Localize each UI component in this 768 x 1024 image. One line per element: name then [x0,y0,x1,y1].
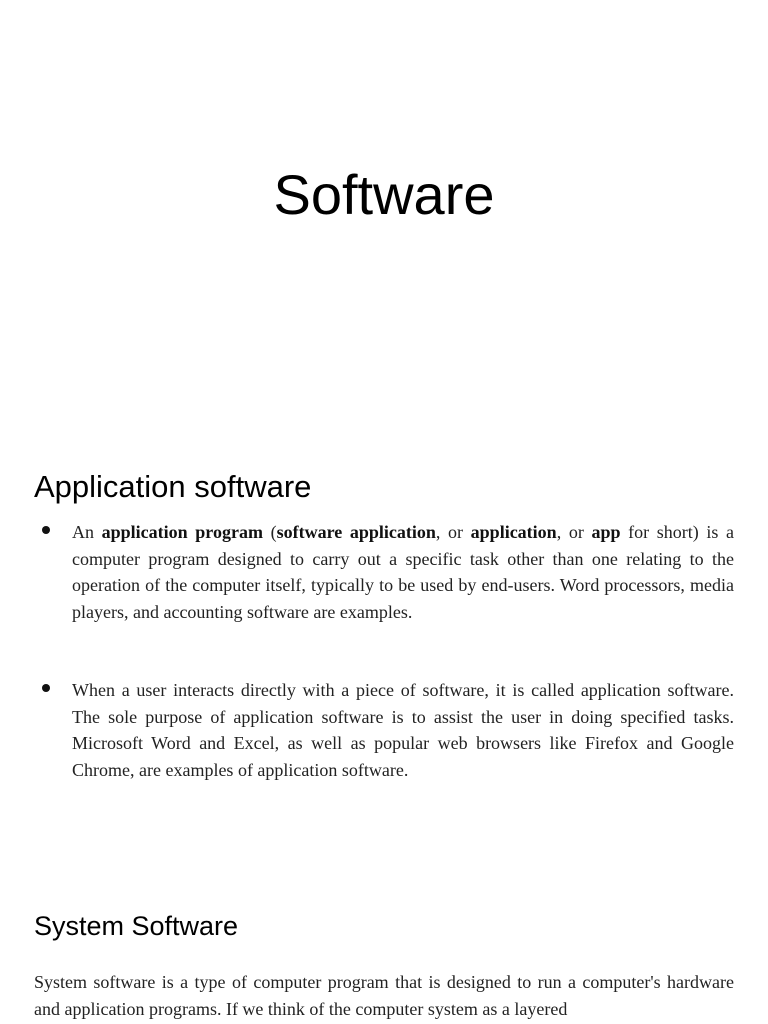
bullet-dot-icon [42,526,50,534]
document-title: Software [273,163,495,226]
bullet-dot-icon [42,684,50,692]
bullet-text-application-program [72,519,734,625]
bold-term-software-application: software application [276,522,436,542]
bullet-text-user-interaction: When a user interacts directly with a piece of software, it is called application software. The sole purpose of application software is to assist the user in doing specified tasks. Microsoft Word and Excel, as well as popular web browsers like Firefox and Google Chrome, are examples of application software. [72,680,734,780]
text-segment: ( [270,522,277,542]
text-segment: , or [556,522,584,542]
text-segment: , or [435,522,464,542]
text-segment: An [72,522,94,542]
bold-term-application: application [470,522,557,542]
bold-term-application-program: application program [101,522,263,542]
text-segment: for short) is a computer program designed to carry out a specific task other than one relating to the operation of the computer itself, typically to be used by end-users. Word processors, media players, and accounting software are examples. [72,522,735,622]
bold-term-app: app [591,522,621,542]
system-software-paragraph: System software is a type of computer program that is designed to run a computer's hardware and application programs. If we think of the computer system as a layered [34,972,734,1019]
section-heading-system-software: System Software [34,911,239,941]
section-heading-application-software: Application software [34,469,312,504]
